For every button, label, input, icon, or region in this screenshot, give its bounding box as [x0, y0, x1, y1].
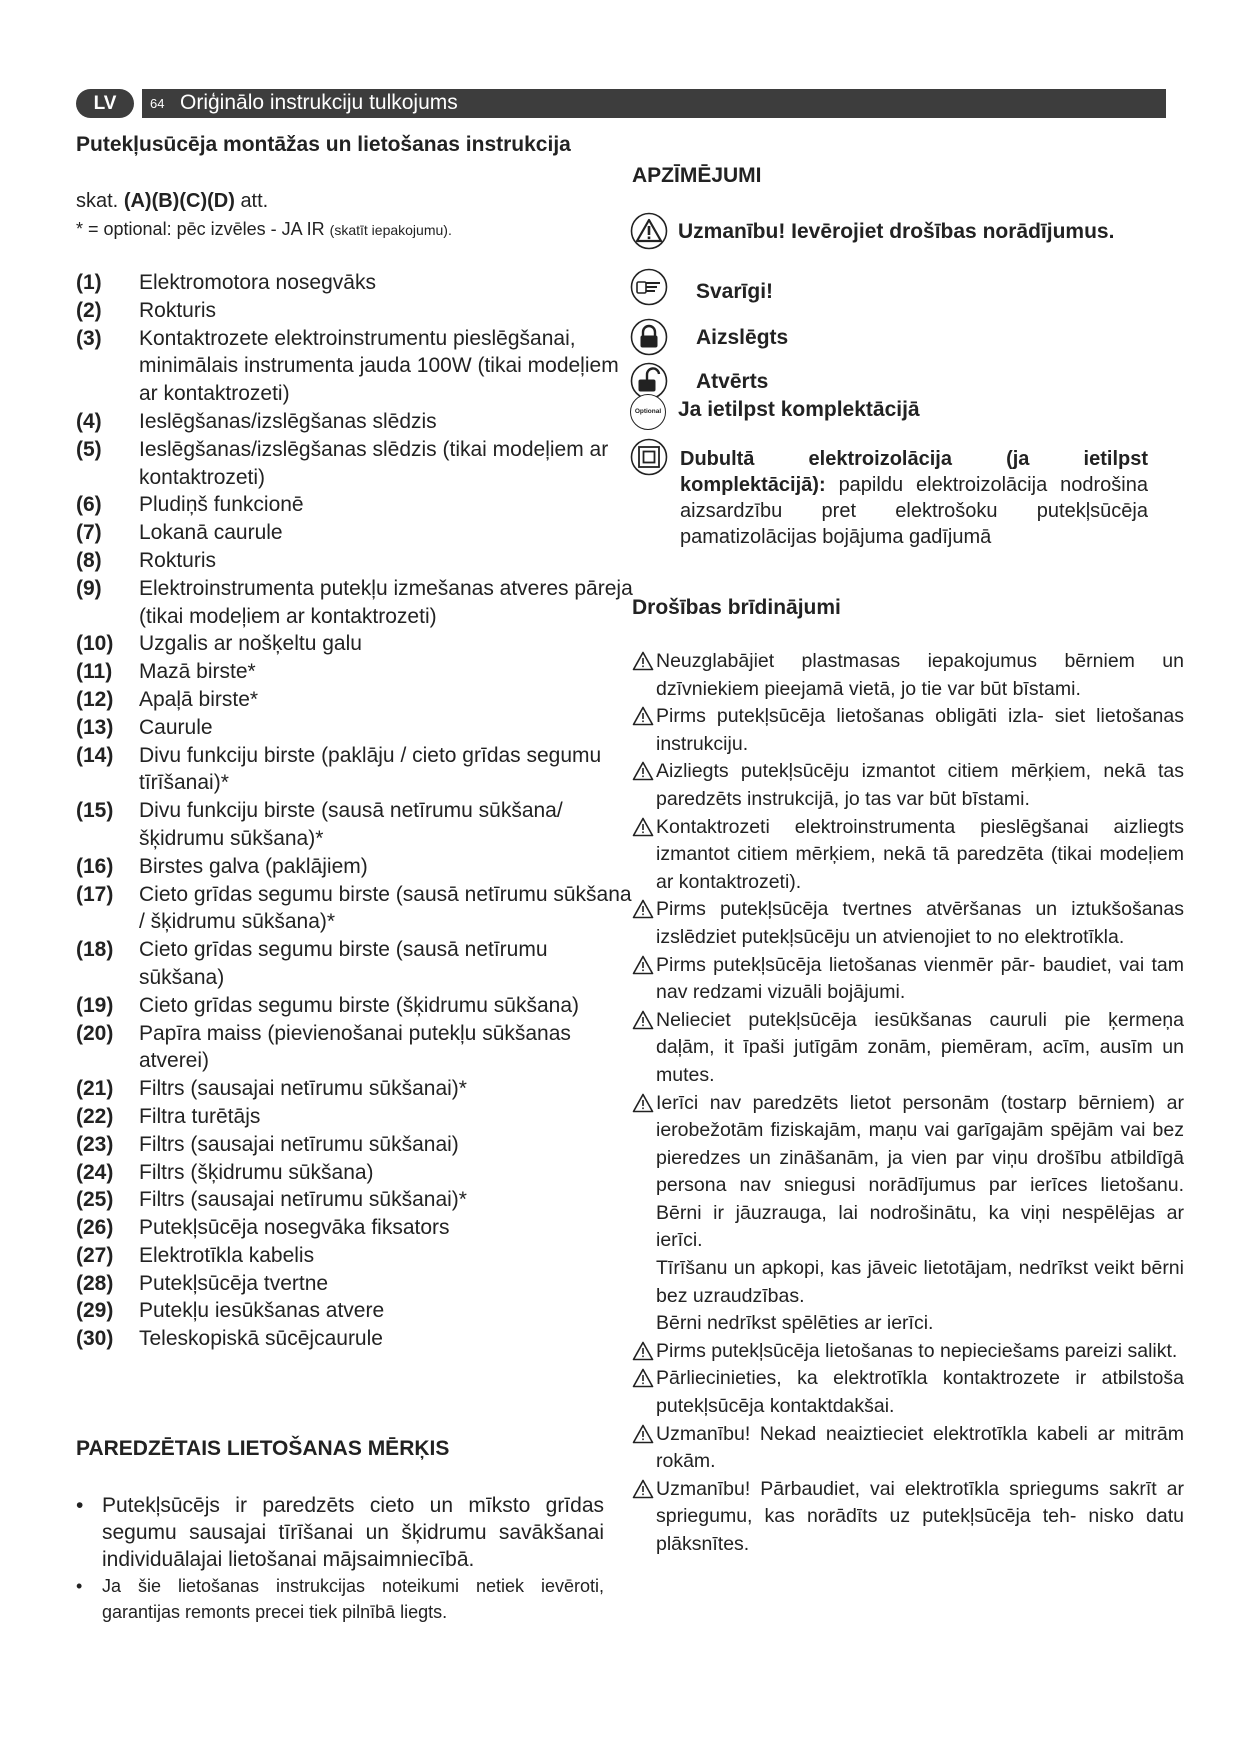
part-number: (25): [76, 1188, 114, 1212]
part-item: [76, 519, 636, 547]
warning-text: Kontaktrozeti elektroinstrumenta pieslēgšanai aizliegts izmantot citiem mērķiem, nekā tā paredzēta (tikai modeļiem ar kontaktrozeti).: [656, 815, 1184, 893]
part-number: (30): [76, 1327, 114, 1351]
part-item: [76, 1325, 636, 1353]
optional-badge-label: Optional: [634, 408, 662, 415]
legend-heading: APZĪMĒJUMI: [632, 164, 762, 187]
warning-triangle-icon: [632, 761, 654, 781]
part-number: (20): [76, 1021, 114, 1045]
part-number: (15): [76, 799, 114, 823]
warning-item: [632, 1007, 1184, 1090]
part-item: [76, 1103, 636, 1131]
part-label: Filtrs (sausajai netīrumu sūkšanai)*: [139, 1188, 467, 1212]
part-item: [76, 575, 636, 631]
warning-item: [632, 1365, 1184, 1420]
optional-note-ja: JA IR: [281, 219, 325, 239]
double-insulation-text: papildu elektroizolācija nodrošina aizsardzību pret elektrošoku putekļsūcēja pamatizolācijas bojājuma gadījumā: [680, 474, 1148, 548]
warning-item: [632, 1421, 1184, 1476]
part-number: (2): [76, 298, 102, 322]
purpose-heading: PAREDZĒTAIS LIETOŠANAS MĒRĶIS: [76, 1437, 450, 1460]
part-label: Rokturis: [139, 298, 217, 322]
part-number: (9): [76, 576, 102, 600]
part-label: Apaļā birste*: [139, 687, 259, 711]
warning-text: Pirms putekļsūcēja tvertnes atvēršanas un iztukšošanas izslēdziet putekļsūcēju un atvienojiet to no elektrotīkla.: [656, 898, 1184, 948]
part-item: [76, 436, 636, 492]
optional-note-text: * = optional: pēc izvēles -: [76, 219, 277, 239]
purpose-list: [76, 1492, 604, 1625]
part-label: Elektroinstrumenta putekļu izmešanas atveres pāreja (tikai modeļiem ar kontaktrozeti): [139, 576, 633, 628]
part-item: [76, 1242, 636, 1270]
warning-triangle-icon: [632, 1424, 654, 1444]
part-item: [76, 1186, 636, 1214]
optional-note-pack: (skatīt iepakojumu).: [329, 222, 452, 238]
part-item: [76, 1159, 636, 1187]
part-label: Divu funkciju birste (paklāju / cieto grīdas segumu tīrīšanai)*: [139, 743, 602, 795]
part-item: [76, 269, 636, 297]
warning-triangle-icon: [632, 1010, 654, 1030]
warning-triangle-icon: [632, 1341, 654, 1361]
part-item: [76, 936, 636, 992]
part-number: (23): [76, 1132, 114, 1156]
warning-item: [632, 952, 1184, 1007]
part-item: [76, 1020, 636, 1076]
part-item: [76, 1270, 636, 1298]
header-title: Oriģinālo instrukciju tulkojums: [180, 91, 458, 114]
part-item: [76, 1075, 636, 1103]
caution-icon: [630, 212, 668, 250]
part-label: Cieto grīdas segumu birste (sausā netīrumu sūkšana / šķidrumu sūkšana)*: [139, 882, 632, 934]
important-text: Svarīgi!: [696, 280, 774, 303]
safety-heading: Drošības brīdinājumi: [632, 596, 841, 619]
part-label: Cieto grīdas segumu birste (sausā netīrumu sūkšana): [139, 938, 548, 989]
part-item: [76, 797, 636, 853]
part-label: Ieslēgšanas/izslēgšanas slēdzis: [139, 409, 437, 433]
part-number: (12): [76, 687, 114, 711]
warning-text: Aizliegts putekļsūcēju izmantot citiem mērķiem, nekā tas paredzēts instrukcijā, jo tas var būt bīstami.: [656, 760, 1184, 810]
part-label: Ieslēgšanas/izslēgšanas slēdzis (tikai modeļiem ar kontaktrozeti): [139, 437, 609, 489]
optional-text: Ja ietilpst komplektācijā: [678, 398, 920, 421]
part-number: (5): [76, 437, 102, 461]
part-number: (13): [76, 715, 114, 739]
part-label: Rokturis: [139, 548, 217, 572]
part-number: (22): [76, 1104, 114, 1128]
part-item: [76, 408, 636, 436]
warning-item: [632, 1338, 1184, 1366]
part-label: Elektrotīkla kabelis: [139, 1243, 315, 1267]
lock-icon: [630, 318, 668, 356]
part-label: Putekļu iesūkšanas atvere: [139, 1299, 385, 1323]
part-number: (11): [76, 660, 113, 684]
figure-reference: [76, 190, 268, 213]
part-label: Cieto grīdas segumu birste (šķidrumu sūkšana): [139, 993, 580, 1017]
optional-badge-icon: [630, 394, 666, 430]
warning-text: Ierīci nav paredzēts lietot personām (tostarp bērniem) ar ierobežotām fiziskajām, maņu vai garīgajām spējām vai bez pieredzes un zināšanām, ja vien par viņu drošību atbildīgā persona nav sniegusi norādījumus par ierīces lietošanu. Bērni ir jāuzrauga, lai nodrošinātu, ka viņi nespēlējas ar ierīci.: [656, 1091, 1184, 1252]
part-item: [76, 881, 636, 937]
warning-text: Uzmanību! Pārbaudiet, vai elektrotīkla spriegums sakrīt ar spriegumu, kas norādīts uz putekļsūcēja teh- nisko datu plāksnītes.: [656, 1477, 1184, 1555]
warning-item: [632, 758, 1184, 813]
part-number: (24): [76, 1160, 114, 1184]
warning-text: Pirms putekļsūcēja lietošanas vienmēr pār- baudiet, vai tam nav redzami vizuāli bojājumi.: [656, 953, 1184, 1004]
warning-item: [632, 896, 1184, 951]
parts-list: [76, 269, 636, 1353]
warning-triangle-icon: [632, 955, 654, 975]
purpose-item: • Putekļsūcējs ir paredzēts cieto un mīksto grīdas segumu sausajai tīrīšanai un šķidrumu savākšanai individuālajai lietošanai mājsaimniecībā.: [76, 1492, 604, 1573]
warnings-list: [632, 648, 1184, 1559]
part-label: Uzgalis ar nošķeltu galu: [139, 632, 362, 656]
part-label: Putekļsūcēja tvertne: [139, 1271, 329, 1295]
optional-note: [76, 219, 452, 240]
part-label: Filtrs (šķidrumu sūkšana): [139, 1160, 374, 1184]
part-label: Filtrs (sausajai netīrumu sūkšanai)*: [139, 1077, 467, 1101]
part-label: Kontaktrozete elektroinstrumentu pieslēgšanai, minimālais instrumenta jauda 100W (tikai modeļiem ar kontaktrozeti): [139, 326, 619, 406]
part-item: [76, 853, 636, 881]
language-badge: LV: [76, 89, 134, 118]
part-number: (27): [76, 1243, 114, 1267]
part-label: Putekļsūcēja nosegvāka fiksators: [139, 1216, 450, 1240]
part-item: [76, 325, 636, 408]
warning-triangle-icon: [632, 817, 654, 837]
part-label: Birstes galva (paklājiem): [139, 854, 368, 878]
warning-triangle-icon: [632, 1368, 654, 1388]
warning-continuation: Tīrīšanu un apkopi, kas jāveic lietotājam, nedrīkst veikt bērni bez uzraudzības.: [656, 1257, 1184, 1307]
part-number: (29): [76, 1299, 114, 1323]
part-item: [76, 742, 636, 798]
warning-triangle-icon: [632, 1479, 654, 1499]
purpose-item: • Ja šie lietošanas instrukcijas noteikumi netiek ievēroti, garantijas remonts precei tiek pilnībā liegts.: [76, 1573, 604, 1625]
part-number: (3): [76, 326, 102, 350]
header-bar: [142, 89, 1166, 118]
warning-item: [632, 703, 1184, 758]
part-number: (21): [76, 1077, 114, 1101]
double-insulation-title: Dubultā elektroizolācija (ja ietilpst komplektācijā):: [680, 448, 1148, 496]
warning-triangle-icon: [632, 706, 654, 726]
part-number: (17): [76, 882, 114, 906]
part-number: (28): [76, 1271, 114, 1295]
part-number: (1): [76, 271, 102, 294]
warning-text: Pirms putekļsūcēja lietošanas obligāti izla- siet lietošanas instrukciju.: [656, 705, 1184, 755]
part-item: [76, 547, 636, 575]
warning-text: Nelieciet putekļsūcēja iesūkšanas cauruli pie ķermeņa daļām, it īpaši jutīgām zonām, piemēram, acīm, ausīm un mutes.: [656, 1008, 1184, 1086]
open-text: Atvērts: [696, 370, 769, 393]
warning-text: Pirms putekļsūcēja lietošanas to nepieciešams pareizi salikt.: [656, 1339, 1178, 1362]
warning-text: Uzmanību! Nekad neaiztieciet elektrotīkla kabeli ar mitrām rokām.: [656, 1422, 1184, 1473]
part-item: [76, 297, 636, 325]
warning-triangle-icon: [632, 1093, 654, 1113]
caution-text: Uzmanību! Ievērojiet drošības norādījumus.: [678, 220, 1115, 243]
part-number: (16): [76, 854, 114, 878]
part-label: Papīra maiss (pievienošanai putekļu sūkšanas atverei): [139, 1021, 571, 1073]
locked-text: Aizslēgts: [696, 326, 789, 349]
page-header: [76, 89, 1166, 118]
part-number: (18): [76, 938, 114, 962]
warning-text: Neuzglabājiet plastmasas iepakojumus bērniem un dzīvniekiem pieejamā vietā, jo tie var būt bīstami.: [656, 650, 1184, 700]
part-item: [76, 992, 636, 1020]
warning-item: [632, 1090, 1184, 1256]
part-number: (8): [76, 548, 102, 572]
part-label: Divu funkciju birste (sausā netīrumu sūkšana/ šķidrumu sūkšana)*: [139, 799, 563, 850]
part-label: Pludiņš funkcionē: [139, 493, 304, 517]
warning-triangle-icon: [632, 651, 654, 671]
double-insulation-description: [680, 446, 1148, 550]
warning-item: [632, 1476, 1184, 1559]
part-number: (26): [76, 1216, 114, 1240]
manual-title: Putekļusūcēja montāžas un lietošanas instrukcija: [76, 133, 571, 156]
warning-continuation: Bērni nedrīkst spēlēties ar ierīci.: [656, 1312, 934, 1335]
figure-reference-prefix: skat.: [76, 190, 119, 212]
part-item: [76, 686, 636, 714]
part-item: [76, 630, 636, 658]
page-number: 64: [150, 96, 165, 111]
warning-item: [632, 814, 1184, 897]
part-number: (6): [76, 493, 102, 517]
part-label: Caurule: [139, 715, 213, 739]
warning-text: Pārliecinieties, ka elektrotīkla kontaktrozete ir atbilstoša putekļsūcēja kontaktdakšai.: [656, 1367, 1184, 1418]
part-item: [76, 1214, 636, 1242]
part-number: (19): [76, 993, 114, 1017]
pointing-hand-icon: [630, 268, 668, 306]
part-item: [76, 714, 636, 742]
warning-item: [632, 648, 1184, 703]
figure-reference-suffix: att.: [240, 190, 269, 212]
part-item: [76, 1131, 636, 1159]
part-number: (7): [76, 521, 102, 545]
part-label: Filtrs (sausajai netīrumu sūkšanai): [139, 1132, 459, 1156]
figure-reference-figs: (A)(B)(C)(D): [123, 190, 235, 212]
part-number: (14): [76, 743, 114, 767]
part-label: Teleskopiskā sūcējcaurule: [139, 1327, 383, 1351]
part-number: (4): [76, 409, 102, 433]
part-label: Lokanā caurule: [139, 521, 283, 545]
part-item: [76, 658, 636, 686]
part-number: (10): [76, 632, 114, 656]
part-label: Elektromotora nosegvāks: [139, 271, 376, 294]
part-item: [76, 491, 636, 519]
part-label: Mazā birste*: [139, 660, 256, 684]
double-insulation-icon: [630, 438, 668, 476]
warning-triangle-icon: [632, 899, 654, 919]
part-item: [76, 1297, 636, 1325]
part-label: Filtra turētājs: [139, 1104, 261, 1128]
